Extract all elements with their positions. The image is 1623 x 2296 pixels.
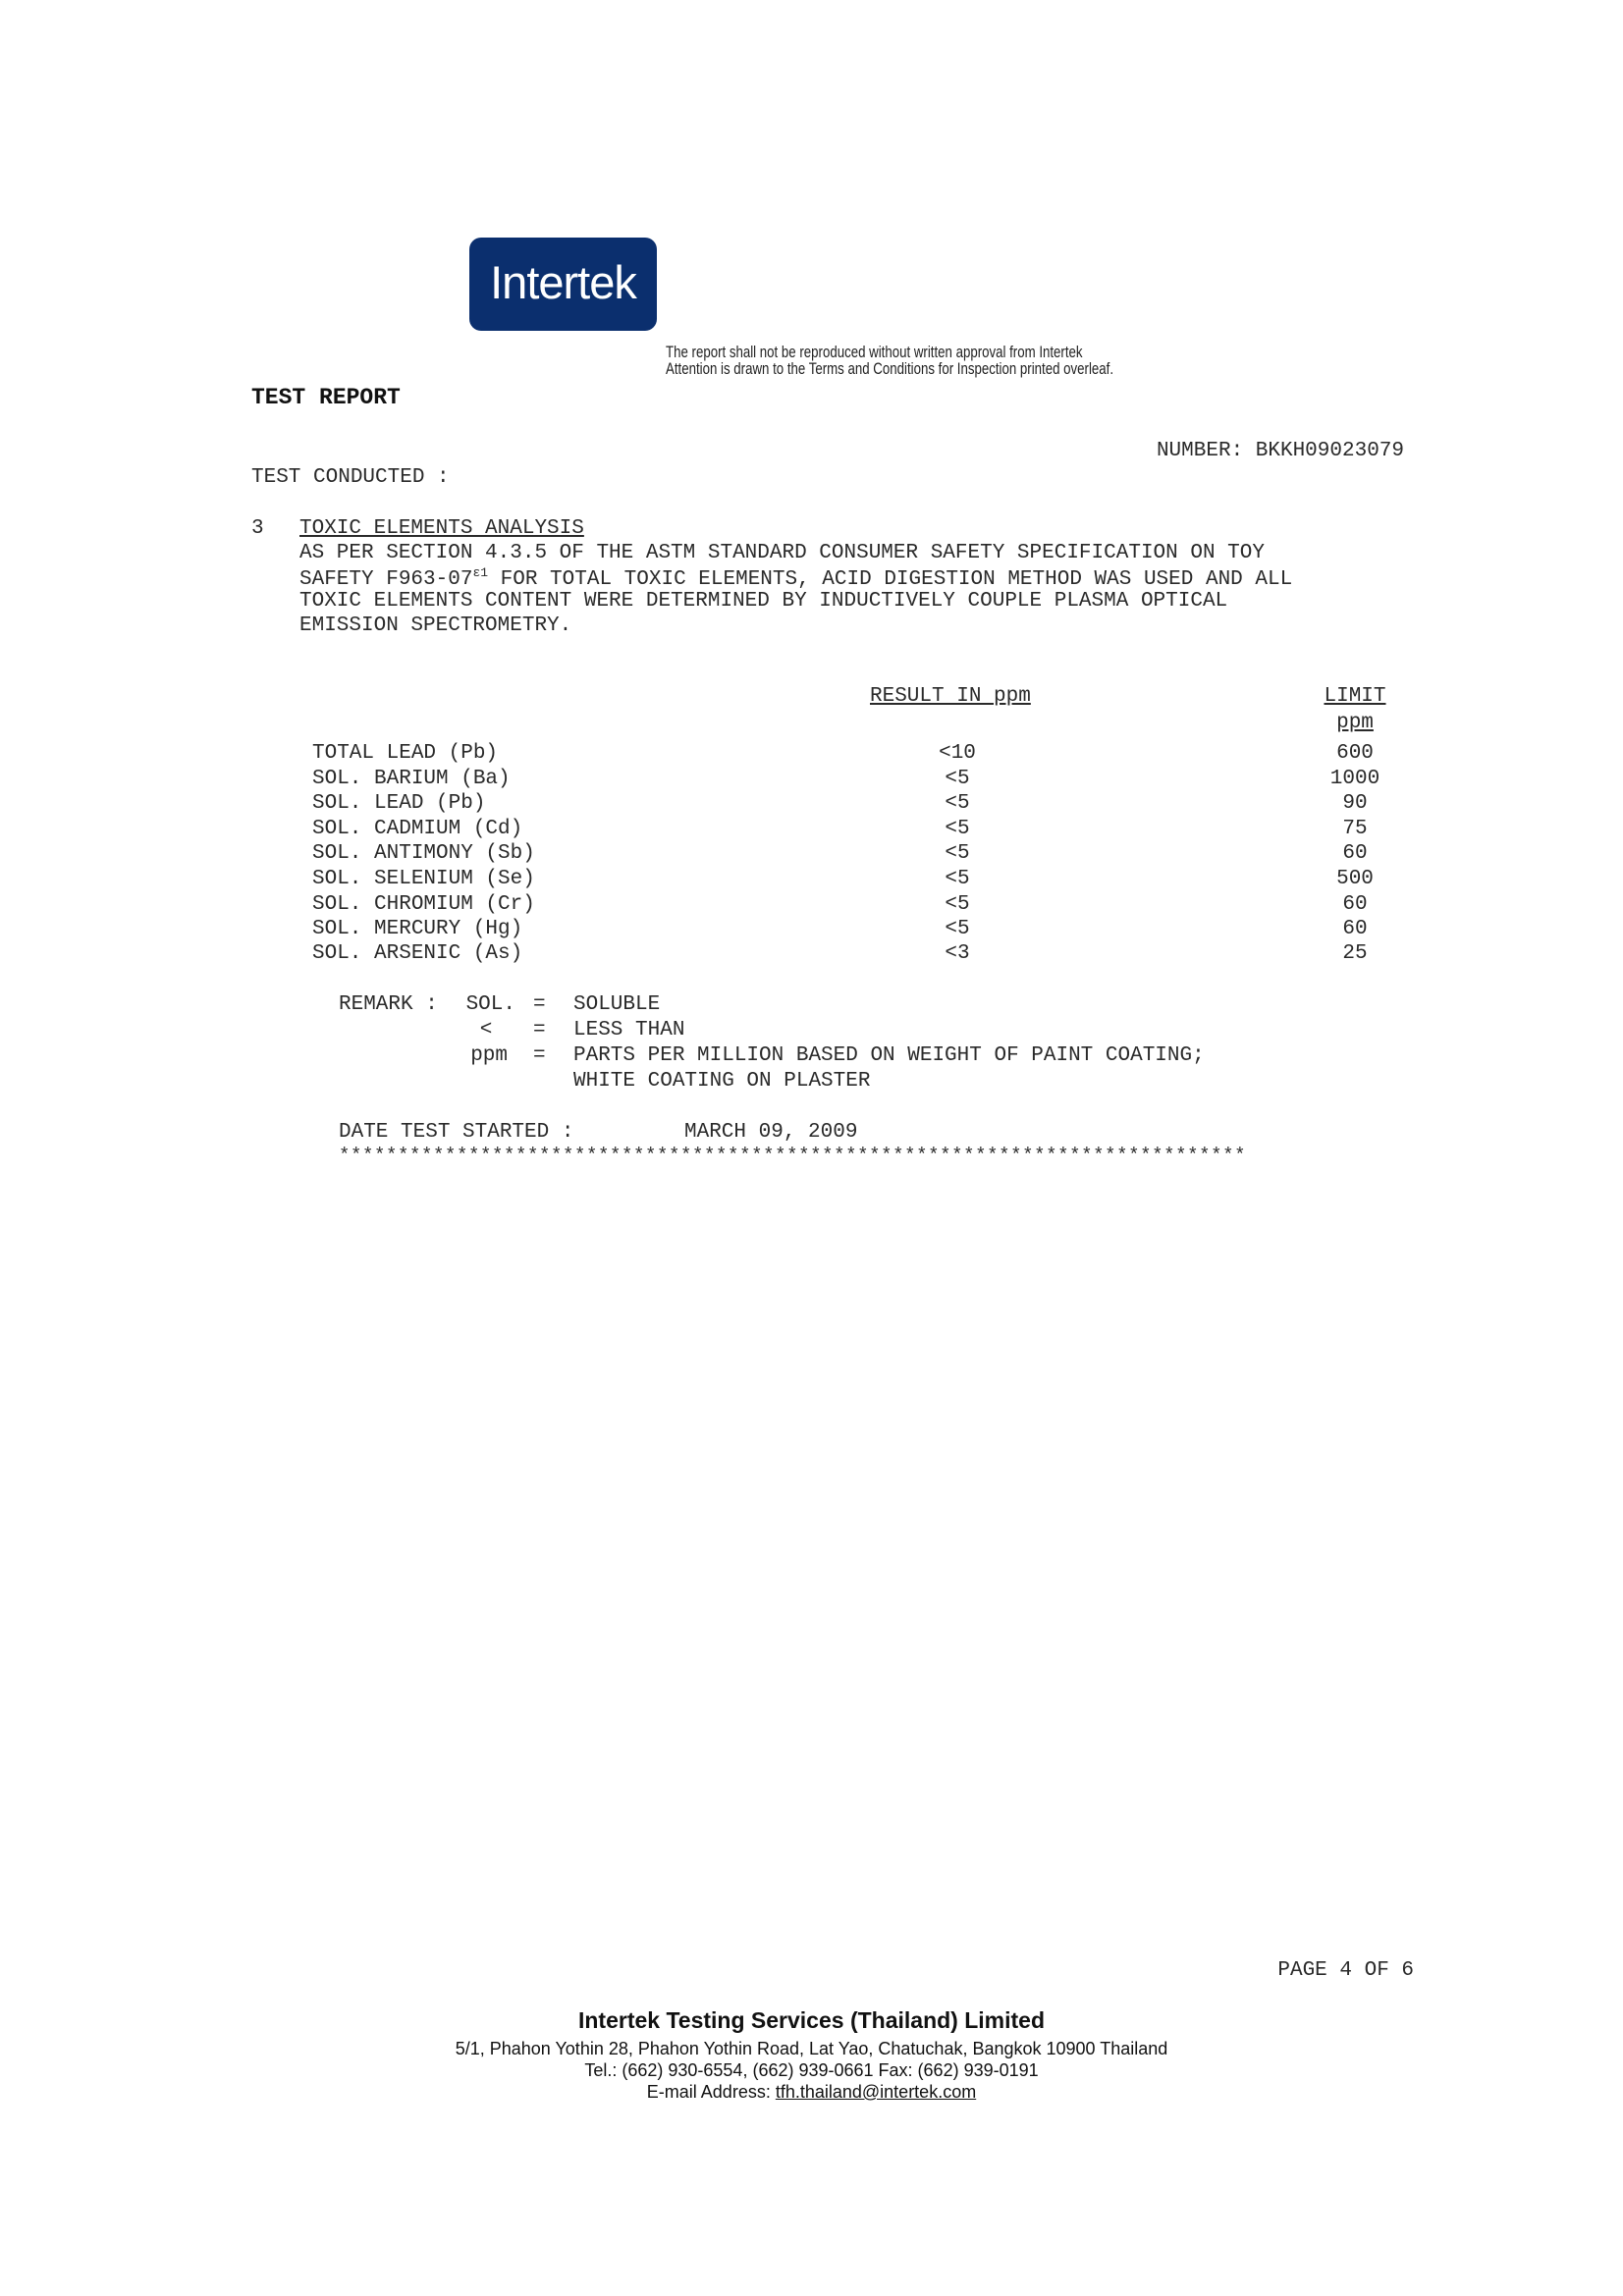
remark-equals: = <box>533 993 546 1016</box>
footer-email <box>0 2082 1623 2103</box>
limit-column-header: LIMIT <box>1324 685 1386 708</box>
remark-continuation: WHITE COATING ON PLASTER <box>573 1070 871 1093</box>
section-heading: TOXIC ELEMENTS ANALYSIS <box>299 517 584 540</box>
limit-value: 75 <box>1342 818 1368 840</box>
remark-value: PARTS PER MILLION BASED ON WEIGHT OF PAINT COATING; <box>573 1044 1205 1067</box>
limit-value: 600 <box>1336 742 1374 765</box>
footer-phone: Tel.: (662) 930-6554, (662) 939-0661 Fax: (662) 939-0191 <box>584 2060 1039 2080</box>
limit-value: 60 <box>1342 893 1368 916</box>
limit-value: 60 <box>1342 842 1368 865</box>
limit-value: 25 <box>1342 942 1368 965</box>
remark-equals: = <box>533 1019 546 1041</box>
report-number: NUMBER: BKKH09023079 <box>1156 440 1404 462</box>
limit-unit-header: ppm <box>1336 712 1374 734</box>
footer-company: Intertek Testing Services (Thailand) Limited <box>577 2007 1045 2033</box>
reproduction-notice <box>666 344 1113 377</box>
limit-value: 60 <box>1342 918 1368 940</box>
element-name: TOTAL LEAD (Pb) <box>312 742 499 765</box>
section-text-line-4: EMISSION SPECTROMETRY. <box>299 614 572 637</box>
result-value: <5 <box>945 842 970 865</box>
result-value: <3 <box>945 942 970 965</box>
remark-label: REMARK : <box>339 993 438 1016</box>
result-value: <5 <box>945 818 970 840</box>
remark-equals: = <box>533 1044 546 1067</box>
intertek-logo <box>469 238 657 331</box>
result-value: <10 <box>939 742 976 765</box>
date-label: DATE TEST STARTED : <box>339 1121 574 1144</box>
result-value: <5 <box>945 868 970 890</box>
element-name: SOL. BARIUM (Ba) <box>312 768 511 790</box>
element-name: SOL. ANTIMONY (Sb) <box>312 842 535 865</box>
limit-value: 90 <box>1342 792 1368 815</box>
section-text-line-3: TOXIC ELEMENTS CONTENT WERE DETERMINED BY INDUCTIVELY COUPLE PLASMA OPTICAL <box>299 590 1228 613</box>
footer-address: 5/1, Phahon Yothin 28, Phahon Yothin Road, Lat Yao, Chatuchak, Bangkok 10900 Thailand <box>455 2039 1168 2058</box>
element-name: SOL. ARSENIC (As) <box>312 942 523 965</box>
limit-value: 1000 <box>1329 768 1380 790</box>
result-value: <5 <box>945 768 970 790</box>
remark-value: LESS THAN <box>573 1019 685 1041</box>
element-name: SOL. LEAD (Pb) <box>312 792 486 815</box>
element-name: SOL. SELENIUM (Se) <box>312 868 535 890</box>
remark-key: < <box>479 1019 493 1041</box>
section-text-line-2: SAFETY $F963-07^{\varepsilon 1}$ FOR TOTAL TOXIC ELEMENTS, ACID DIGESTION METHOD WAS USED AND ALL <box>299 565 1293 591</box>
limit-value: 500 <box>1336 868 1374 890</box>
notice-line-1: The report shall not be reproduced without written approval from Intertek <box>666 343 1083 361</box>
result-value: <5 <box>945 893 970 916</box>
email-link[interactable]: tfh.thailand@intertek.com <box>775 2082 977 2102</box>
element-name: SOL. MERCURY (Hg) <box>312 918 523 940</box>
result-value: <5 <box>945 792 970 815</box>
email-label: E-mail Address: <box>646 2082 776 2102</box>
element-name: SOL. CHROMIUM (Cr) <box>312 893 535 916</box>
result-value: <5 <box>945 918 970 940</box>
result-column-header: RESULT IN ppm <box>870 685 1031 708</box>
remark-key: ppm <box>470 1044 508 1067</box>
element-name: SOL. CADMIUM (Cd) <box>312 818 523 840</box>
test-conducted-label: TEST CONDUCTED : <box>251 466 450 489</box>
logo-text: Intertek <box>490 256 636 308</box>
remark-value: SOLUBLE <box>573 993 661 1016</box>
notice-line-2: Attention is drawn to the Terms and Conditions for Inspection printed overleaf. <box>666 359 1114 378</box>
page-number: PAGE 4 OF 6 <box>1277 1959 1414 1982</box>
section-text-line-1: AS PER SECTION 4.3.5 OF THE ASTM STANDARD CONSUMER SAFETY SPECIFICATION ON TOY <box>299 542 1265 564</box>
section-number: 3 <box>251 517 264 540</box>
remark-key: SOL. <box>465 993 515 1016</box>
date-value: MARCH 09, 2009 <box>684 1121 858 1144</box>
report-title: TEST REPORT <box>251 385 401 410</box>
separator-line: ***************************************************************************** <box>339 1145 1247 1166</box>
